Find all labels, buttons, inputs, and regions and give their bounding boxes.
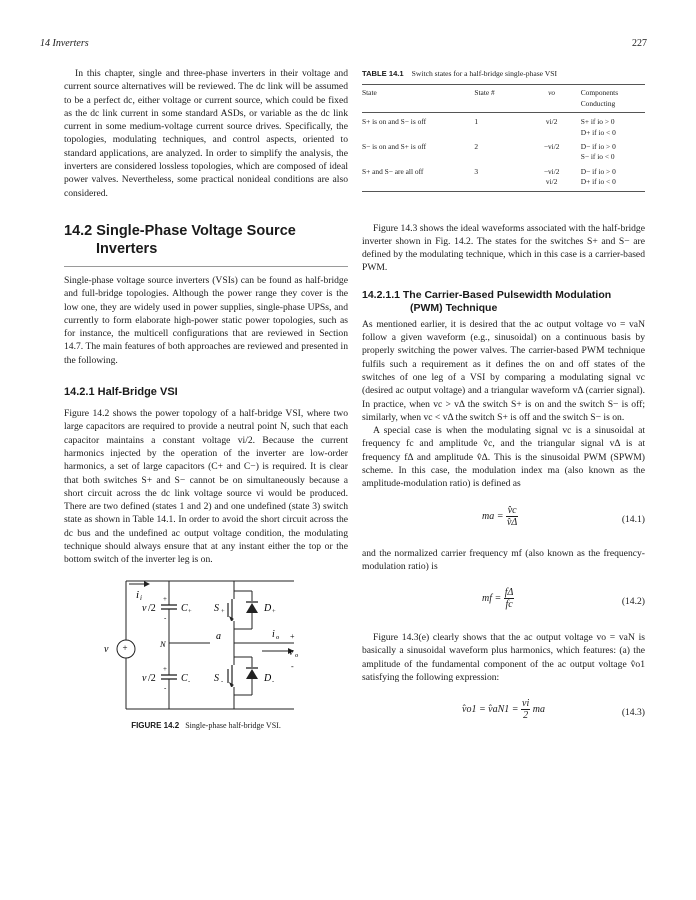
cplus-label: C [181,602,188,614]
cell-vo [523,138,581,163]
th-components-line2: Conducting [580,98,616,108]
vo-minus: - [291,661,294,671]
cell-vo [523,163,581,191]
subsection-heading: 14.2.1 Half-Bridge VSI [64,386,178,399]
eq2-lhs: mf = [482,592,502,604]
eq1-lhs: ma = [482,510,504,522]
cell-comp-line1: D− if io > 0 [580,141,616,151]
cell-comp-line2: S− if io < 0 [580,152,615,162]
cell-vo-line1: −vi/2 [543,141,560,151]
equation-14-2-body [482,587,514,610]
section-heading [64,222,348,258]
eq3-numerator: vi [522,698,530,710]
cell-state: S− is on and S+ is off [362,141,427,151]
ii-sub: i [140,593,142,602]
dc-source-plus: + [122,642,128,653]
equation-14-2 [362,583,645,617]
cell-num: 1 [474,117,479,127]
cell-comp [581,113,645,138]
vi-half-bot-label: v [142,672,147,684]
section-rule [64,266,348,267]
figure-14-2 [64,577,348,717]
page-number: 227 [632,38,647,49]
dminus-sub: - [272,677,275,685]
cell-vo-line1: −vi/2 [543,166,560,176]
eq2-fraction [504,587,515,610]
io-label: i [272,628,275,640]
eq1-denominator: v̂Δ [506,516,518,528]
switch-states-table [362,84,645,191]
n-label: N [160,638,166,649]
running-header-chapter: 14 Inverters [40,38,89,49]
cell-comp [581,163,645,191]
th-state: State [362,85,474,113]
half-bridge-paragraph: Figure 14.2 shows the power topology of a half-bridge VSI, where two large capacitors are required to provide a neutral point N, such that each capacitor maintains a constant voltage vi/2. Because the current harmonics injected by the operation of the inverter are low-order harmonics, a set of large capacitors (C+ and C−) is required. It is clear that both switches S+ and S− cannot be on simultaneously because a short circuit across the dc link voltage source vi would be produced. There are two defined (states 1 and 2) and one undefined (state 3) switch state as shown in Table 14.1. In order to avoid the short circuit across the dc bus and the undefined ac output voltage condition, the modulating technique should always ensure that at any instant either the top or the bottom switch of the inverter leg is on. [64,408,348,566]
figure-caption [64,719,348,732]
cell-comp-line2: D+ if io < 0 [580,127,616,137]
th-state-num: State # [474,85,522,113]
cap-top-minus: - [164,613,167,622]
cell-vo [523,113,581,138]
th-components [581,85,645,113]
cell-state: S+ is on and S− is off [362,117,427,127]
eq3-number: (14.3) [621,707,645,719]
left-column [64,67,348,732]
cell-num: 3 [474,163,522,191]
equation-14-1-body [482,505,518,528]
io-sub: o [276,633,280,641]
figure-14-3e-paragraph: Figure 14.3(e) clearly shows that the ac output voltage vo = vaN is basically a sinusoidal waveform plus harmonics, which features: (a) the amplitude of the fundamental component of the ac output voltage v̂o1 satisfying the following expression: [362,632,645,684]
eq2-denominator: fc [505,599,513,611]
cap-bot-minus: - [164,683,167,692]
cell-vo-line2: vi/2 [545,177,558,187]
cap-bot-plus: + [163,664,167,673]
vo-label: v [289,646,294,658]
vi-half-top-label: v [142,602,147,614]
section-title-line1: Single-Phase Voltage Source [96,222,296,239]
table-row [362,113,645,138]
dminus-label: D [264,672,272,684]
sminus-sub: - [221,677,224,685]
cell-comp-line1: S+ if io > 0 [580,117,615,127]
dminus-diode [246,669,258,679]
equation-14-3-body [462,698,545,721]
ii-arrowhead [144,581,150,587]
dplus-diode [246,603,258,613]
table-header-row [362,85,645,113]
table-row [362,138,645,163]
cell-comp [581,138,645,163]
vi-half-top-frac: /2 [148,602,156,614]
eq3-rhs: ma [532,704,545,716]
table-label: TABLE 14.1 [362,69,404,78]
vo-sub: o [295,651,299,659]
equation-14-1 [362,501,645,535]
table-title: Switch states for a half-bridge single-phase VSI [411,69,558,78]
vo-plus: + [290,631,295,641]
cell-state: S+ and S− are all off [362,163,474,191]
cplus-sub: + [188,607,192,615]
figure-14-3-paragraph: Figure 14.3 shows the ideal waveforms associated with the half-bridge inverter shown in Fig. 14.2. The states for the switches S+ and S− are defined by the modulating technique, which in this case is a carrier-based PWM. [362,222,645,274]
subsubsection-line1: 14.2.1.1 The Carrier-Based Pulsewidth Modulation [362,288,612,301]
cminus-sub: - [188,677,191,685]
table-row [362,163,645,191]
eq3-denominator: 2 [523,710,529,722]
equation-14-3 [362,694,645,728]
half-bridge-circuit [64,577,348,717]
eq1-number: (14.1) [621,513,645,525]
ii-label: i [136,588,140,601]
dplus-label: D [264,602,272,614]
splus-sub: + [221,607,225,615]
eq3-lhs: v̂o1 = v̂aN1 = [462,704,519,716]
th-vo: vo [523,85,581,113]
subsubsection-heading [362,289,645,315]
section-number: 14.2 [64,222,93,239]
figure-label: FIGURE 14.2 [131,720,180,730]
sminus-label: S [214,672,219,684]
cell-num: 2 [474,141,479,151]
intro-paragraph: In this chapter, single and three-phase inverters in their voltage and current source alternatives will be reviewed. The dc link will be assumed to be a perfect dc, either voltage or current source, which could be fixed as the dc link current in some standard ASDs, or variable as the dc link current in some medium-voltage current source drives. Specifically, the topologies, modulating techniques, and control aspects, oriented to standard applications, are analyzed. In order to simplify the analysis, the inverters are considered lossless topologies, which are composed of ideal power valves. Nevertheless, some practical nonideal conditions are also considered. [64,68,348,199]
subsubsection-line2: (PWM) Technique [410,301,498,314]
cell-comp-line1: D− if io > 0 [580,166,616,176]
cell-comp-line2: D+ if io < 0 [580,177,616,187]
right-column [362,67,645,728]
splus-label: S [214,602,219,614]
cell-vo-line1: vi/2 [545,117,558,127]
eq2-number: (14.2) [621,596,645,608]
th-components-line1: Components [580,88,619,98]
frequency-paragraph: and the normalized carrier frequency mf (also known as the frequency-modulation ratio) is [362,547,645,572]
section-paragraph: Single-phase voltage source inverters (VSIs) can be found as half-bridge and full-bridge topologies. Although the power range they cover is the low one, they are widely used in power supplies, single-phase UPSs, and currently to form elaborate high-power static power topologies, such as for instance, the multicell configurations that are reviewed in Section 14.7. The main features of both approaches are reviewed and presented in the following. [64,274,348,366]
figure-caption-text: Single-phase half-bridge VSI. [185,720,281,730]
cap-top-plus: + [163,594,167,603]
eq1-numerator: v̂c [507,504,517,516]
a-label: a [216,630,221,642]
table-caption [362,67,645,80]
vi-half-bot-frac: /2 [148,672,156,684]
cminus-label: C [181,672,188,684]
pwm-paragraph-2: A special case is when the modulating signal vc is a sinusoidal at frequency fc and amplitude v̂c, and the triangular signal vΔ is at frequency fΔ and amplitude v̂Δ. This is the sinusoidal PWM (SPWM) scheme. In this case, the modulation index ma (also known as the amplitude-modulation ratio) is defined as [362,425,645,490]
eq1-fraction [506,505,518,528]
eq2-numerator: fΔ [504,587,514,599]
vi-label: v [104,643,109,655]
eq3-fraction [521,698,530,721]
pwm-paragraph-1: As mentioned earlier, it is desired that the ac output voltage vo = vaN follow a given waveform (e.g., sinusoidal) on a continuous basis by properly switching the power valves. The carrier-based PWM technique fulfils such a requirement as it defines the on and off states of the switches of one leg of a VSI by comparing a modulating signal vc (desired ac output voltage) and a triangular waveform vΔ (carrier signal). In practice, when vc > vΔ the switch S+ is on and the switch S− is off; similarly, when vc < vΔ the switch S+ is off and the switch S− is on. [362,318,645,423]
section-title-line2: Inverters [96,240,158,257]
dplus-sub: + [272,607,276,615]
